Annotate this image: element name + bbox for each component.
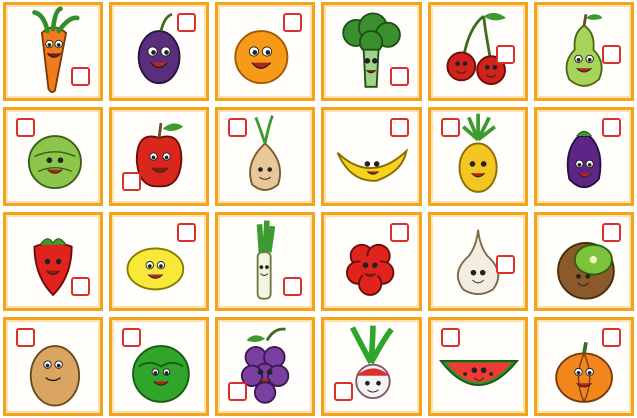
checkbox[interactable] xyxy=(441,328,460,347)
card-garlic xyxy=(428,212,528,311)
card-pineapple xyxy=(428,107,528,206)
checkbox[interactable] xyxy=(16,328,35,347)
checkbox[interactable] xyxy=(602,118,621,137)
card-pumpkin xyxy=(534,317,634,416)
card-lettuce xyxy=(109,317,209,416)
checkbox[interactable] xyxy=(228,118,247,137)
checkbox[interactable] xyxy=(602,223,621,242)
card-potato xyxy=(3,317,103,416)
card-banana xyxy=(321,107,421,206)
checkbox[interactable] xyxy=(334,382,353,401)
checkbox[interactable] xyxy=(390,67,409,86)
card-radish xyxy=(321,317,421,416)
checkbox[interactable] xyxy=(177,13,196,32)
checkbox[interactable] xyxy=(390,118,409,137)
card-carrot xyxy=(3,2,103,101)
card-eggplant xyxy=(534,107,634,206)
card-lemon xyxy=(109,212,209,311)
card-leek xyxy=(215,212,315,311)
card-raspberry xyxy=(321,212,421,311)
card-plum xyxy=(109,2,209,101)
card-cabbage xyxy=(3,107,103,206)
checkbox[interactable] xyxy=(228,382,247,401)
checkbox[interactable] xyxy=(602,45,621,64)
card-broccoli xyxy=(321,2,421,101)
card-kiwi xyxy=(534,212,634,311)
checkbox[interactable] xyxy=(122,328,141,347)
checkbox[interactable] xyxy=(71,277,90,296)
card-pear xyxy=(534,2,634,101)
card-grapes xyxy=(215,317,315,416)
card-strawberry xyxy=(3,212,103,311)
checkbox[interactable] xyxy=(602,328,621,347)
checkbox[interactable] xyxy=(441,118,460,137)
checkbox[interactable] xyxy=(390,223,409,242)
checkbox[interactable] xyxy=(283,13,302,32)
card-watermelon xyxy=(428,317,528,416)
checkbox[interactable] xyxy=(496,45,515,64)
checkbox[interactable] xyxy=(122,172,141,191)
checkbox[interactable] xyxy=(283,277,302,296)
checkbox[interactable] xyxy=(71,67,90,86)
checkbox[interactable] xyxy=(496,255,515,274)
card-cherries xyxy=(428,2,528,101)
checkbox[interactable] xyxy=(16,118,35,137)
card-onion xyxy=(215,107,315,206)
checkbox[interactable] xyxy=(177,223,196,242)
card-orange xyxy=(215,2,315,101)
card-apple xyxy=(109,107,209,206)
